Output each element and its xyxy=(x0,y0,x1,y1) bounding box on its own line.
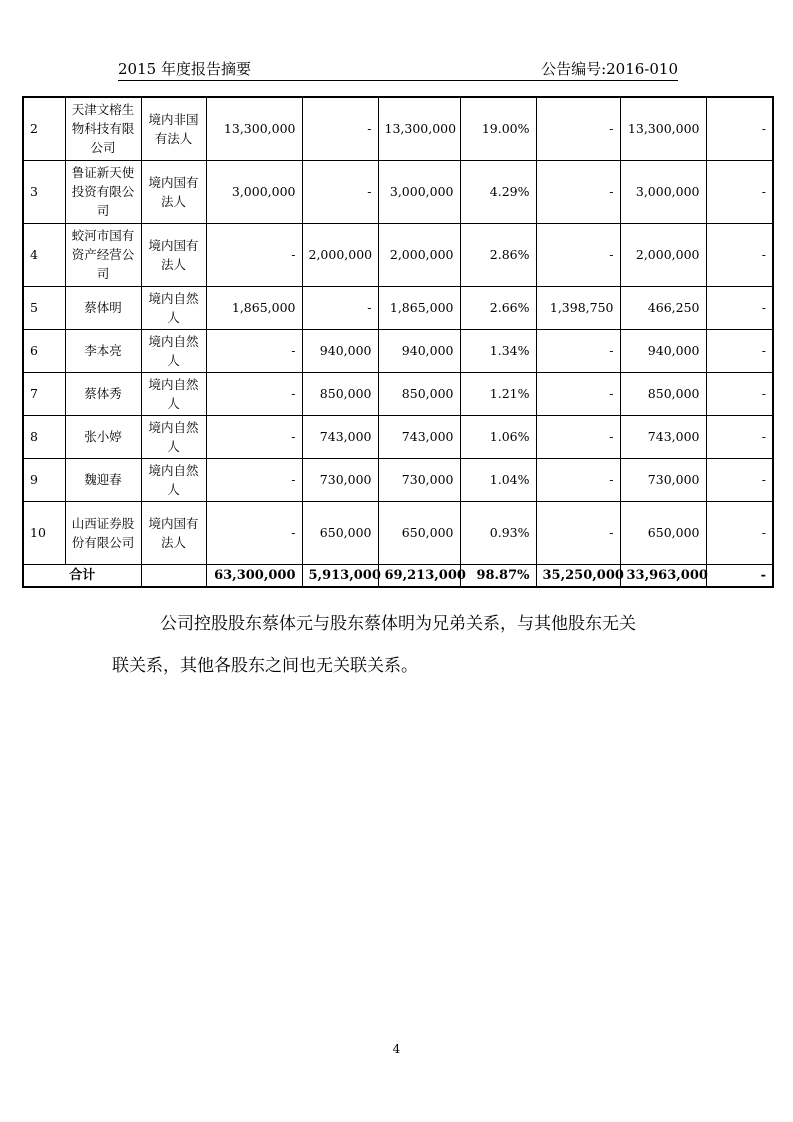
shares-cell: - xyxy=(536,458,620,501)
table-row xyxy=(23,97,773,160)
shareholder-type: 境内自然人 xyxy=(141,458,206,501)
shares-cell: - xyxy=(206,223,302,286)
shares-cell: 1,865,000 xyxy=(378,286,460,329)
shares-cell: - xyxy=(206,501,302,564)
shareholder-name: 魏迎春 xyxy=(65,458,141,501)
empty-cell xyxy=(141,564,206,587)
shares-cell: 2,000,000 xyxy=(620,223,706,286)
shares-cell: - xyxy=(536,372,620,415)
rank-cell: 7 xyxy=(23,372,65,415)
shareholder-name: 蔡体秀 xyxy=(65,372,141,415)
total-cell: 63,300,000 xyxy=(206,564,302,587)
table-row xyxy=(23,415,773,458)
shares-cell: - xyxy=(206,415,302,458)
shares-cell: - xyxy=(706,415,773,458)
shares-cell: 1,865,000 xyxy=(206,286,302,329)
shares-cell: 2,000,000 xyxy=(378,223,460,286)
shares-cell: 650,000 xyxy=(378,501,460,564)
shares-cell: - xyxy=(706,329,773,372)
shareholder-name: 蔡体明 xyxy=(65,286,141,329)
shares-cell: 850,000 xyxy=(378,372,460,415)
shares-cell: 743,000 xyxy=(378,415,460,458)
shareholders-table xyxy=(22,96,774,588)
shares-cell: - xyxy=(536,223,620,286)
table-row xyxy=(23,372,773,415)
shareholder-type: 境内自然人 xyxy=(141,329,206,372)
shares-cell: 650,000 xyxy=(302,501,378,564)
shares-cell: 2,000,000 xyxy=(302,223,378,286)
shares-cell: - xyxy=(206,372,302,415)
announcement-number: 公告编号:2016-010 xyxy=(541,60,678,78)
percent-cell: 1.06% xyxy=(460,415,536,458)
shares-cell: - xyxy=(706,97,773,160)
shares-cell: - xyxy=(706,286,773,329)
shares-cell: 730,000 xyxy=(302,458,378,501)
total-cell: 35,250,000 xyxy=(536,564,620,587)
shares-cell: 940,000 xyxy=(620,329,706,372)
shares-cell: - xyxy=(302,160,378,223)
total-percent-cell: 98.87% xyxy=(460,564,536,587)
shares-cell: - xyxy=(302,97,378,160)
shares-cell: 940,000 xyxy=(302,329,378,372)
total-cell: 33,963,000 xyxy=(620,564,706,587)
shares-cell: - xyxy=(706,160,773,223)
total-cell: 5,913,000 xyxy=(302,564,378,587)
shareholder-type: 境内国有法人 xyxy=(141,223,206,286)
shareholder-type: 境内自然人 xyxy=(141,286,206,329)
shares-cell: 730,000 xyxy=(620,458,706,501)
shareholder-name: 李本亮 xyxy=(65,329,141,372)
percent-cell: 2.86% xyxy=(460,223,536,286)
shares-cell: 850,000 xyxy=(302,372,378,415)
rank-cell: 6 xyxy=(23,329,65,372)
total-row xyxy=(23,564,773,587)
shareholder-name: 张小婷 xyxy=(65,415,141,458)
shares-cell: - xyxy=(536,97,620,160)
shares-cell: 13,300,000 xyxy=(206,97,302,160)
shares-cell: 13,300,000 xyxy=(620,97,706,160)
total-cell: - xyxy=(706,564,773,587)
percent-cell: 4.29% xyxy=(460,160,536,223)
percent-cell: 1.34% xyxy=(460,329,536,372)
rank-cell: 4 xyxy=(23,223,65,286)
relationship-note-line-2: 联关系，其他各股东之间也无关联关系。 xyxy=(112,656,418,676)
shareholder-name: 天津文榕生物科技有限公司 xyxy=(65,97,141,160)
total-label: 合计 xyxy=(23,564,141,587)
page-header xyxy=(118,58,678,81)
shareholder-type: 境内国有法人 xyxy=(141,160,206,223)
rank-cell: 10 xyxy=(23,501,65,564)
shares-cell: - xyxy=(206,458,302,501)
shareholder-type: 境内自然人 xyxy=(141,372,206,415)
shares-cell: 743,000 xyxy=(620,415,706,458)
shares-cell: - xyxy=(706,223,773,286)
table-row xyxy=(23,458,773,501)
percent-cell: 2.66% xyxy=(460,286,536,329)
shares-cell: 3,000,000 xyxy=(206,160,302,223)
shares-cell: 650,000 xyxy=(620,501,706,564)
shares-cell: 3,000,000 xyxy=(620,160,706,223)
shares-cell: 466,250 xyxy=(620,286,706,329)
shareholder-name: 山西证券股份有限公司 xyxy=(65,501,141,564)
shares-cell: - xyxy=(536,160,620,223)
rank-cell: 5 xyxy=(23,286,65,329)
table-row xyxy=(23,329,773,372)
table-row xyxy=(23,160,773,223)
shares-cell: - xyxy=(206,329,302,372)
shares-cell: - xyxy=(706,458,773,501)
rank-cell: 3 xyxy=(23,160,65,223)
shares-cell: 743,000 xyxy=(302,415,378,458)
rank-cell: 2 xyxy=(23,97,65,160)
shares-cell: 3,000,000 xyxy=(378,160,460,223)
shares-cell: 730,000 xyxy=(378,458,460,501)
shares-cell: 13,300,000 xyxy=(378,97,460,160)
table-row xyxy=(23,286,773,329)
table-row xyxy=(23,223,773,286)
rank-cell: 8 xyxy=(23,415,65,458)
shares-cell: - xyxy=(536,329,620,372)
rank-cell: 9 xyxy=(23,458,65,501)
shareholder-type: 境内国有法人 xyxy=(141,501,206,564)
percent-cell: 1.04% xyxy=(460,458,536,501)
shares-cell: 940,000 xyxy=(378,329,460,372)
shares-cell: - xyxy=(536,501,620,564)
shares-cell: 1,398,750 xyxy=(536,286,620,329)
report-title: 2015 年度报告摘要 xyxy=(118,60,251,78)
shares-cell: - xyxy=(302,286,378,329)
shares-cell: 850,000 xyxy=(620,372,706,415)
shares-cell: - xyxy=(706,501,773,564)
shareholder-name: 蛟河市国有资产经营公司 xyxy=(65,223,141,286)
shareholder-name: 鲁证新天使投资有限公司 xyxy=(65,160,141,223)
relationship-note-line-1: 公司控股股东蔡体元与股东蔡体明为兄弟关系，与其他股东无关 xyxy=(160,614,636,634)
shareholder-type: 境内非国有法人 xyxy=(141,97,206,160)
shares-cell: - xyxy=(706,372,773,415)
page-number: 4 xyxy=(392,1042,401,1056)
shareholder-type: 境内自然人 xyxy=(141,415,206,458)
percent-cell: 19.00% xyxy=(460,97,536,160)
percent-cell: 0.93% xyxy=(460,501,536,564)
total-cell: 69,213,000 xyxy=(378,564,460,587)
shares-cell: - xyxy=(536,415,620,458)
percent-cell: 1.21% xyxy=(460,372,536,415)
table-row xyxy=(23,501,773,564)
